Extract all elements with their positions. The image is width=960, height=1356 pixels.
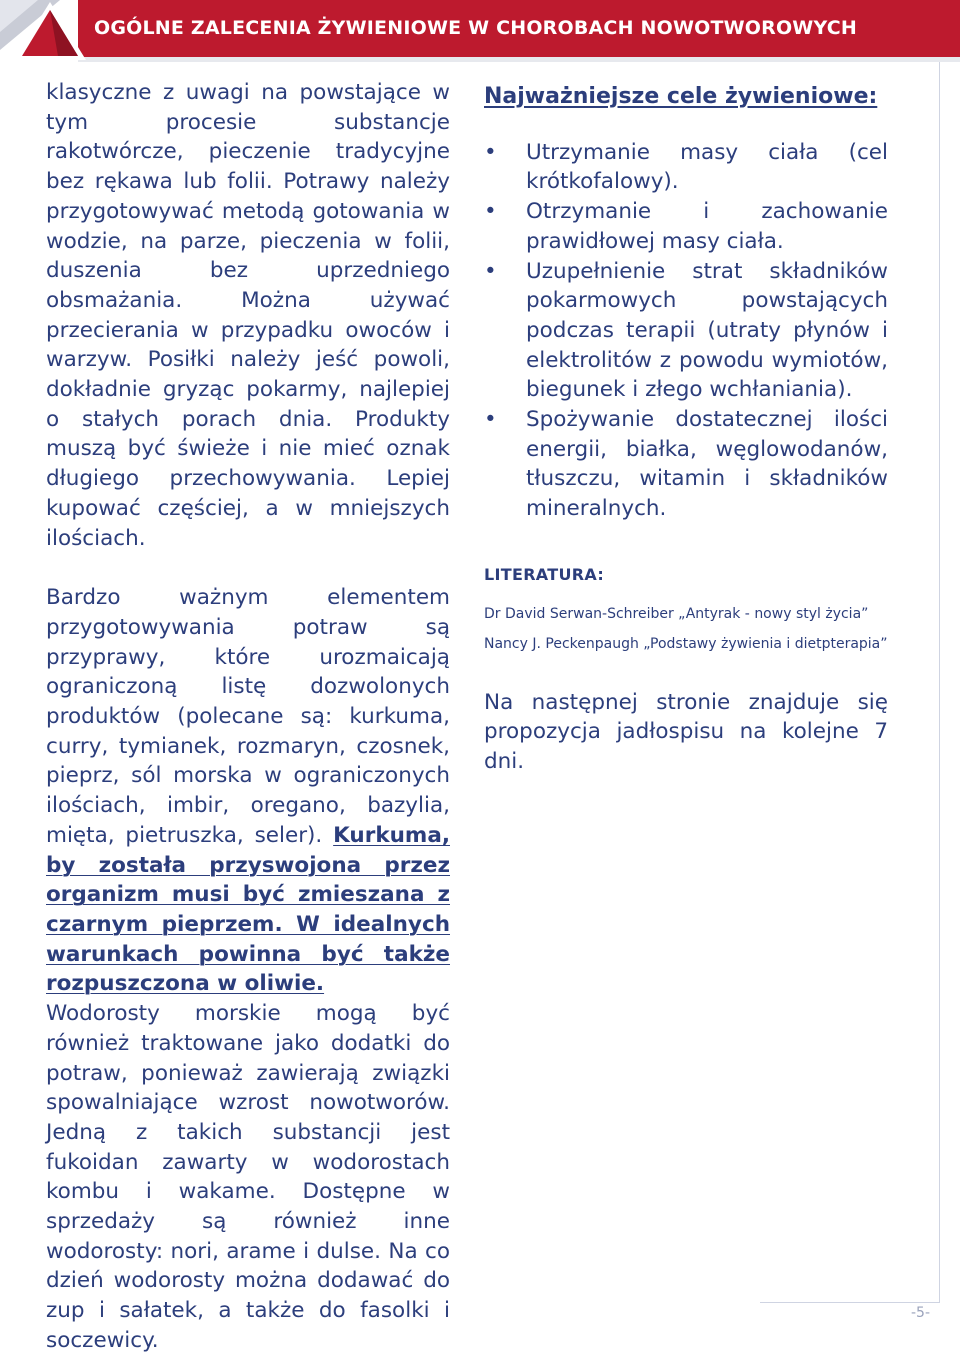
goal-text: Otrzymanie i zachowanie prawidłowej masy ciała.	[526, 199, 888, 254]
goal-item	[484, 138, 888, 197]
right-column	[484, 78, 888, 777]
reference-item: Dr David Serwan-Schreiber „Antyrak - nowy styl życia”	[484, 605, 869, 622]
page-border-bottom	[760, 1302, 940, 1303]
logo-triangle-icon	[0, 0, 90, 62]
goal-text: Utrzymanie masy ciała (cel krótkofalowy).	[526, 139, 888, 195]
next-page-note: Na następnej stronie znajduje się propozycja jadłospisu na kolejne 7 dni.	[484, 689, 888, 774]
bullet-icon: •	[484, 199, 497, 225]
paragraph-spices	[46, 583, 450, 999]
spices-text: Bardzo ważnym elementem przygotowywania potraw są przyprawy, które urozmaicają ograniczoną listę dozwolonych produktów (polecane są: kurkuma, curry, tymianek, rozmaryn, czosnek, pieprz, sól morska w ograniczonych ilościach, imbir, oregano, bazylia, mięta, pietruszka, seler).	[46, 585, 450, 848]
bullet-icon: •	[484, 407, 497, 433]
bullet-icon: •	[484, 139, 497, 165]
goals-list	[484, 138, 888, 524]
literature-heading: LITERATURA:	[484, 564, 605, 584]
goal-text: Uzupełnienie strat składników pokarmowych powstających podczas terapii (utraty płynów i elektrolitów z powodu wymiotów, biegunek i złego wchłaniania).	[526, 258, 888, 403]
paragraph-cooking-methods: klasyczne z uwagi na powstające w tym procesie substancje rakotwórcze, pieczenie tradycyjne bez rękawa lub folii. Potrawy należy przygotowywać metodą gotowania w wodzie, na parze, pieczenia w folii, duszenia bez uprzedniego obsmażania. Można używać przecierania w przypadku owoców i warzyw. Posiłki należy jeść powoli, dokładnie gryząc pokarmy, najlepiej o stałych porach dnia. Produkty muszą być świeże i nie mieć oznak długiego przechowywania. Lepiej kupować częściej, a w mniejszych ilościach.	[46, 80, 450, 551]
goal-item	[484, 405, 888, 524]
page-header	[0, 0, 960, 62]
goal-item	[484, 257, 888, 406]
left-column	[46, 78, 450, 1356]
paragraph-seaweed: Wodorosty morskie mogą być również traktowane jako dodatki do potraw, ponieważ zawierają związki spowalniające wzrost nowotworów. Jedną z takich substancji jest fukoidan zawarty w wodorostach kombu i wakame. Dostępne w sprzedaży są również inne wodorosty: nori, arame i dulse. Na co dzień wodorosty można dodawać do zup i sałatek, a także do fasolki i soczewicy.	[46, 1001, 450, 1353]
goal-item	[484, 197, 888, 256]
page-border-right	[939, 62, 940, 1302]
bullet-icon: •	[484, 258, 497, 284]
reference-item: Nancy J. Peckenpaugh „Podstawy żywienia i dietpterapia”	[484, 635, 888, 652]
page-number: -5-	[910, 1305, 930, 1321]
header-title: OGÓLNE ZALECENIA ŻYWIENIOWE W CHOROBACH NOWOTWOROWYCH	[94, 17, 857, 39]
turmeric-emphasis: Kurkuma, by została przyswojona przez organizm musi być zmieszana z czarnym pieprzem. W idealnych warunkach powinna być także rozpuszczona w oliwie.	[46, 822, 450, 997]
goal-text: Spożywanie dostatecznej ilości energii, białka, węglowodanów, tłuszczu, witamin i składników mineralnych.	[526, 407, 888, 522]
goals-heading: Najważniejsze cele żywieniowe:	[484, 84, 878, 109]
